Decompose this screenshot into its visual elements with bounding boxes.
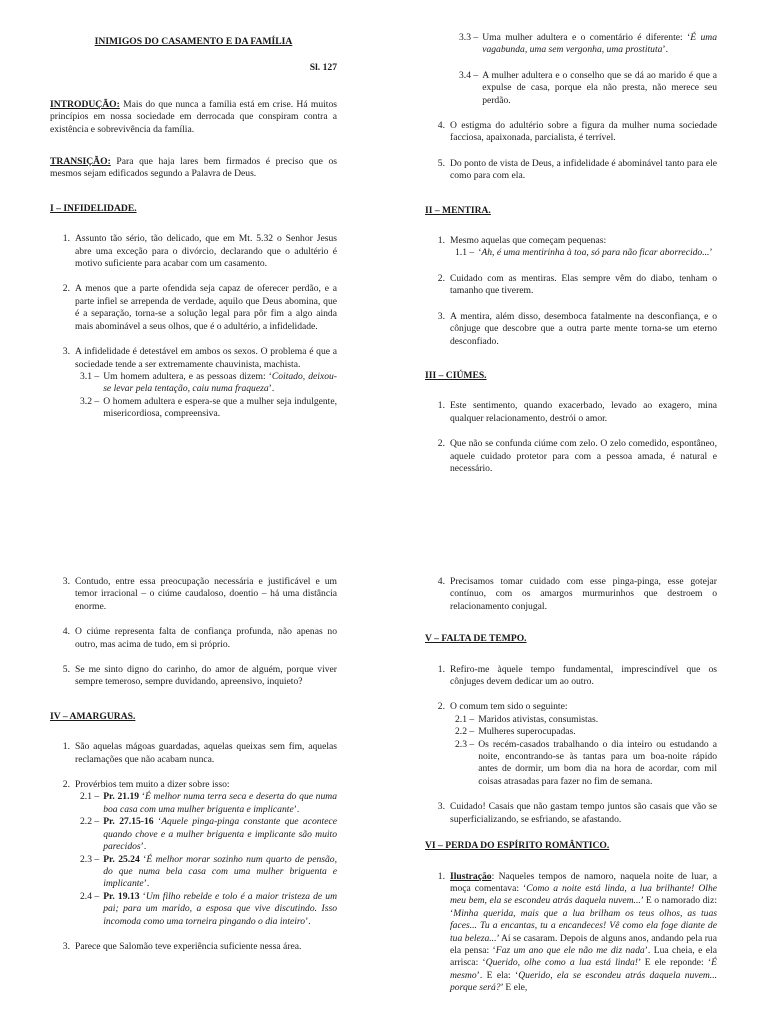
item-number: 3. <box>437 801 445 813</box>
sub-item <box>455 714 717 726</box>
item-number: 2. <box>437 701 445 713</box>
list-item <box>425 400 717 425</box>
sub-item <box>80 791 337 816</box>
section-heading-falta-de-tempo: V – FALTA DE TEMPO. <box>425 633 527 645</box>
sub-item-text: A mulher adultera e o conselho que se dá ao marido é que a expulse de casa, porque ela não presta, não merece seu perdão. <box>482 69 717 106</box>
item-text: A mentira, além disso, desemboca fatalmente na desconfiança, e o cônjuge que descobre que a outra parte mente torna-se um eterno desconfiado. <box>450 310 717 347</box>
item-number: 3. <box>62 576 70 587</box>
item-number: 3. <box>437 310 445 322</box>
item-number: 4. <box>437 120 445 132</box>
item-number: 4. <box>62 626 70 638</box>
list-item <box>425 801 717 826</box>
sub-item-number: 3.4 – <box>459 69 479 81</box>
item-number: 3. <box>62 940 70 952</box>
item-text: Do ponto de vista de Deus, a infidelidade é abominável tanto para ele como para com ela. <box>450 157 717 182</box>
item-number: 1. <box>62 233 70 245</box>
top-left-column <box>50 28 337 498</box>
item-text: Este sentimento, quando exacerbado, levado ao exagero, mina qualquer relacionamento, destrói o amor. <box>450 400 717 424</box>
item-number: 1. <box>437 235 445 247</box>
item-number: 5. <box>62 664 70 676</box>
illustration-label: Ilustração <box>450 870 492 882</box>
item-text: O comum tem sido o seguinte: <box>450 701 568 713</box>
sub-item-text: Pr. 25.24 ‘É melhor morar sozinho num quarto de pensão, do que numa bela casa com uma mulher briguenta e implicante’. <box>103 853 337 890</box>
list-item <box>50 779 337 791</box>
sub-item-text: Maridos ativistas, consumistas. <box>478 713 599 725</box>
item-text: Que não se confunda ciúme com zelo. O zelo comedido, espontâneo, aquele cuidado protetor para com a pessoa amada, é natural e necessário. <box>450 438 717 474</box>
sub-item-text: Pr. 27.15-16 ‘Aquele pinga-pinga constante que acontece quando chove e a mulher briguenta e implicante são muito parecidos’. <box>103 816 337 853</box>
list-item <box>50 664 337 689</box>
item-number: 2. <box>437 438 445 450</box>
sub-item-text: O homem adultera e espera-se que a mulher seja indulgente, misericordiosa, compreensiva. <box>103 395 337 420</box>
item-number: 2. <box>62 283 70 295</box>
item-number: 1. <box>437 663 445 675</box>
section-heading-amarguras: IV – AMARGURAS. <box>50 710 136 722</box>
sub-item-text: ‘Ah, é uma mentirinha à toa, só para não ficar aborrecido...’ <box>478 247 713 259</box>
sub-item-number: 3.2 – <box>80 395 100 407</box>
sub-item-number: 2.1 – <box>80 791 100 803</box>
sub-item-number: 2.3 – <box>455 738 475 750</box>
list-item <box>425 576 717 613</box>
sub-item <box>80 371 337 396</box>
transition-paragraph <box>50 156 337 181</box>
sub-item-number: 1.1 – <box>455 247 475 259</box>
item-text: São aquelas mágoas guardadas, aquelas queixas sem fim, aquelas reclamações que não acabam nunca. <box>75 741 337 765</box>
sub-item-text: Pr. 21.19 ‘É melhor numa terra seca e deserta do que numa boa casa com uma mulher briguenta e implicante’. <box>103 791 337 815</box>
list-item <box>50 346 337 371</box>
item-text: Cuidado com as mentiras. Elas sempre vêm do diabo, tenham o tamanho que tiverem. <box>450 272 717 297</box>
list-item <box>425 701 717 713</box>
introduction-paragraph <box>50 99 337 136</box>
item-text: A menos que a parte ofendida seja capaz de oferecer perdão, e a parte infiel se arrependa de verdade, aquilo que Deus abomina, que é a separação, torna-se a solução legal para pôr fim a algo ainda mais abominável a seus olhos, que é o adultério, a infidelidade. <box>75 283 337 332</box>
sub-item-number: 2.1 – <box>455 713 475 725</box>
sub-item <box>80 816 337 853</box>
sub-item-number: 3.3 – <box>459 32 479 43</box>
sub-item-text: Pr. 19.13 ‘Um filho rebelde e tolo é a maior tristeza de um pai; para um marido, a esposa que vive discutindo. Isso incomoda como uma torneira pingando o dia inteiro’. <box>103 890 337 927</box>
list-item <box>425 664 717 689</box>
transition-label: TRANSIÇÃO: <box>50 156 111 168</box>
item-text: Mesmo aquelas que começam pequenas: <box>450 235 607 247</box>
transition-text: Para que haja lares bem firmados é preciso que os mesmos sejam edificados segundo a Palavra de Deus. <box>50 156 337 180</box>
sub-item-number: 2.2 – <box>80 816 100 828</box>
sub-item <box>459 70 717 107</box>
item-number: 1. <box>62 741 70 753</box>
item-number: 2. <box>437 272 445 284</box>
sub-item <box>455 247 717 259</box>
top-right-column <box>425 32 717 502</box>
sub-item <box>455 726 717 738</box>
list-item <box>425 235 717 247</box>
list-item <box>425 438 717 475</box>
document-title: INIMIGOS DO CASAMENTO E DA FAMÍLIA <box>94 36 293 47</box>
list-item <box>50 941 337 953</box>
sub-item-text: Uma mulher adultera e o comentário é diferente: ‘É uma vagabunda, uma sem vergonha, uma prostituta’. <box>482 32 717 56</box>
item-text: Refiro-me àquele tempo fundamental, imprescindível que os cônjuges devem dedicar um ao outro. <box>450 663 717 688</box>
item-text: O estigma do adultério sobre a figura da mulher numa sociedade facciosa, apaixonada, parcialista, é terrível. <box>450 120 717 144</box>
sub-item-text: Os recém-casados trabalhando o dia inteiro ou estudando a noite, encontrando-se às tantas para um boa-noite rápido antes de dormir, um bom dia na hora de acordar, com mil coisas atrasadas para fazer no fim de semana. <box>478 738 717 787</box>
list-item <box>50 576 337 613</box>
item-text: Cuidado! Casais que não gastam tempo juntos são casais que vão se superficializando, se esfriando, se afastando. <box>450 801 717 825</box>
scripture-reference: Sl. 127 <box>309 62 337 74</box>
item-number: 3. <box>62 346 70 358</box>
bottom-right-column <box>425 576 717 1025</box>
introduction-label: INTRODUÇÃO: <box>50 98 120 110</box>
sub-item-number: 3.1 – <box>80 370 100 382</box>
section-heading-ciumes: III – CIÚMES. <box>425 369 487 381</box>
sub-item <box>459 32 717 57</box>
sub-item-number: 2.4 – <box>80 890 100 902</box>
list-item <box>425 273 717 298</box>
sub-item <box>80 396 337 421</box>
section-heading-infidelidade: I – INFIDELIDADE. <box>50 202 137 214</box>
bottom-left-column <box>50 576 337 1025</box>
section-heading-mentira: II – MENTIRA. <box>425 204 491 216</box>
item-text: Precisamos tomar cuidado com esse pinga-pinga, esse gotejar contínuo, com os amargos murmurinhos que destroem o relacionamento conjugal. <box>450 576 717 612</box>
item-number: 2. <box>62 779 70 791</box>
item-number: 4. <box>437 576 445 587</box>
sub-item <box>455 739 717 789</box>
list-item <box>50 283 337 333</box>
list-item <box>425 120 717 145</box>
list-item <box>50 233 337 270</box>
list-item <box>425 311 717 348</box>
sub-item-number: 2.2 – <box>455 726 475 738</box>
section-heading-perda-do-espirito-romantico: VI – PERDA DO ESPÍRITO ROMÂNTICO. <box>425 840 610 852</box>
sub-item-text: Um homem adultera, e as pessoas dizem: ‘Coitado, deixou-se levar pela tentação, caiu numa fraqueza’. <box>103 370 337 395</box>
item-number: 1. <box>437 870 445 882</box>
list-item <box>425 158 717 183</box>
item-text: Parece que Salomão teve experiência suficiente nessa área. <box>75 940 302 952</box>
sub-item-text: Mulheres superocupadas. <box>478 726 576 738</box>
introduction-text: Mais do que nunca a família está em crise. Há muitos princípios em nossa sociedade em derrocada que conspiram contra a existência e sobrevivência da família. <box>50 98 337 135</box>
item-text: A infidelidade é detestável em ambos os sexos. O problema é que a sociedade tende a ser extremamente chauvinista, machista. <box>75 346 337 370</box>
sub-item-number: 2.3 – <box>80 853 100 865</box>
item-number: 1. <box>437 400 445 412</box>
item-text: O ciúme representa falta de confiança profunda, não apenas no outro, mas acima de tudo, em si próprio. <box>75 626 337 650</box>
item-number: 5. <box>437 157 445 169</box>
item-text: Contudo, entre essa preocupação necessária e justificável e um temor irracional – o ciúme caudaloso, doentio – há uma distância enorme. <box>75 576 337 612</box>
item-text: Provérbios tem muito a dizer sobre isso: <box>75 779 230 791</box>
item-text: Se me sinto digno do carinho, do amor de alguém, porque viver sempre temeroso, sempre duvidando, apreensivo, inquieto? <box>75 664 337 688</box>
list-item <box>50 741 337 766</box>
item-text: Assunto tão sério, tão delicado, que em Mt. 5.32 o Senhor Jesus abre uma exceção para o divórcio, declarando que o adultério é motivo suficiente para acabar com um casamento. <box>75 233 337 270</box>
sub-item <box>80 891 337 928</box>
list-item <box>425 871 717 995</box>
list-item <box>50 626 337 651</box>
illustration-text: Ilustração: Naqueles tempos de namoro, naquela noite de luar, a moça comentava: ‘Como a noite está linda, a lua brilhante! Olhe meu bem, ela se escondeu atrás daquela nuvem...’ E o namorado diz: ‘Minha querida, mais que a lua brilham os teus olhos, as tuas faces... Tu a encantas, tu a encandeces! Vê como ela foge diante de tua beleza...’ Aí se casaram. Depois de alguns anos, andando pela rua ela pensa: ‘Faz um ano que ele não me diz nada’. Lua cheia, e ela arrisca: ‘Querido, olhe como a lua está linda!’ E ele reponde: ‘É mesmo’. E ela: ‘Querido, ela se escondeu atrás daquela nuvem... porque será?’ E ele, <box>450 870 717 994</box>
sub-item <box>80 854 337 891</box>
